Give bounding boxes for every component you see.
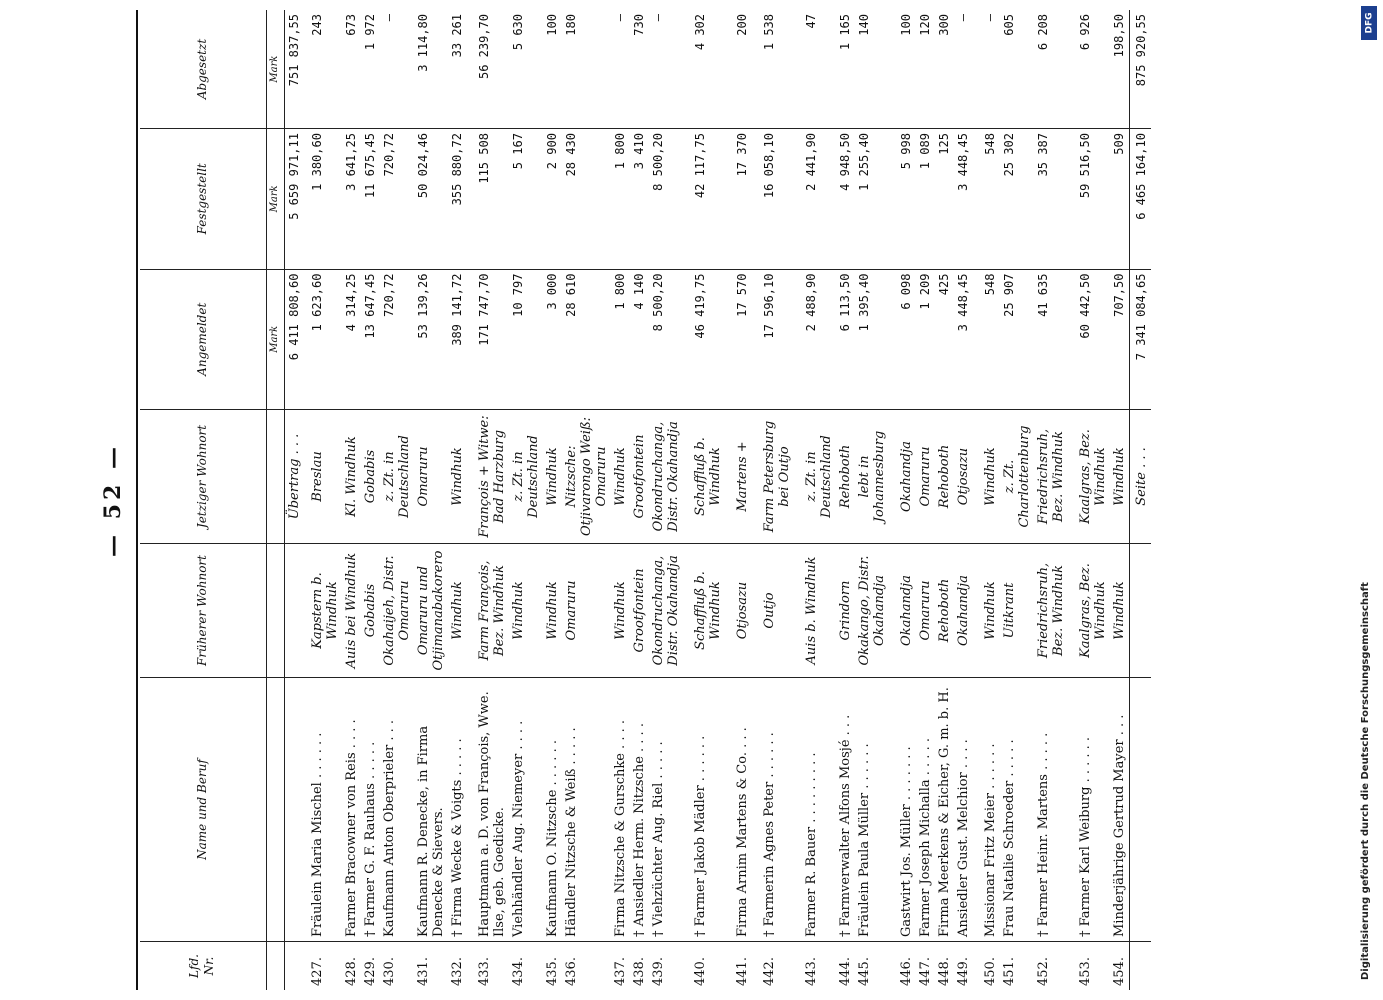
row-rejected: — xyxy=(611,10,630,129)
row-claimed: 17 570 xyxy=(725,269,752,409)
table-row xyxy=(836,10,855,990)
row-rejected: — xyxy=(973,10,1000,129)
row-former-residence: Omaruru xyxy=(916,544,935,678)
row-rejected: 300 xyxy=(935,10,954,129)
table-row xyxy=(630,10,649,990)
row-former-residence: Grindorn xyxy=(836,544,855,678)
row-former-residence: Windhuk xyxy=(509,544,543,678)
row-claimed: 707,50 xyxy=(1110,269,1130,409)
row-former-residence: Friedrichsruh, Bez. Windhuk xyxy=(1034,544,1068,678)
row-number: 443. xyxy=(804,957,819,986)
row-determined: 355 880,72 xyxy=(448,129,467,269)
row-rejected: 730 xyxy=(630,10,649,129)
total-label: Seite . . . xyxy=(1130,410,1152,544)
row-claimed: 4 140 xyxy=(630,269,649,409)
row-name: Minderjährige Gertrud Mayer . . . xyxy=(1110,678,1130,942)
row-current-residence: Omaruru xyxy=(916,410,935,544)
row-claimed: 28 610 xyxy=(562,269,611,409)
row-rejected: 56 239,70 xyxy=(467,10,509,129)
table-row xyxy=(380,10,414,990)
row-current-residence: Windhuk xyxy=(543,410,562,544)
row-name: † Firma Wecke & Voigts . . . . . xyxy=(448,678,467,942)
row-name: Farmer Joseph Michalla . . . . . xyxy=(916,678,935,942)
row-current-residence: Windhuk xyxy=(1110,410,1130,544)
row-determined: 2 900 xyxy=(543,129,562,269)
table-row xyxy=(725,10,752,990)
row-claimed: 53 139,26 xyxy=(414,269,448,409)
row-number: 437. xyxy=(613,957,628,986)
row-determined: 16 058,10 xyxy=(752,129,794,269)
row-determined: 25 302 xyxy=(1000,129,1034,269)
row-name: Händler Nitzsche & Weiß . . . . . xyxy=(562,678,611,942)
row-rejected: — xyxy=(380,10,414,129)
row-name: † Farmer Karl Weiburg . . . . . . xyxy=(1068,678,1110,942)
table-row xyxy=(611,10,630,990)
row-current-residence: Kl. Windhuk xyxy=(342,410,361,544)
row-current-residence: Rehoboth xyxy=(836,410,855,544)
row-rejected: 47 xyxy=(794,10,836,129)
row-former-residence: Windhuk xyxy=(448,544,467,678)
carry-rejected: 751 837,55 xyxy=(285,10,309,129)
table-row xyxy=(935,10,954,990)
row-current-residence: Martens + xyxy=(725,410,752,544)
row-number: 453. xyxy=(1078,957,1093,986)
row-former-residence: Okahandja xyxy=(954,544,973,678)
row-number: 436. xyxy=(564,957,579,986)
row-claimed: 389 141,72 xyxy=(448,269,467,409)
table-row xyxy=(543,10,562,990)
row-determined: 17 370 xyxy=(725,129,752,269)
row-former-residence: Otjosazu xyxy=(725,544,752,678)
row-former-residence: Windhuk xyxy=(543,544,562,678)
table-row xyxy=(414,10,448,990)
row-determined: 125 xyxy=(935,129,954,269)
row-rejected: 1 538 xyxy=(752,10,794,129)
row-name: Farmer Bracowner von Reis . . . . xyxy=(342,678,361,942)
table-row xyxy=(1110,10,1130,990)
row-number: 429. xyxy=(363,957,378,986)
row-claimed: 25 907 xyxy=(1000,269,1034,409)
row-former-residence: Auis b. Windhuk xyxy=(794,544,836,678)
row-claimed: 8 500,20 xyxy=(649,269,683,409)
row-rejected: 243 xyxy=(308,10,342,129)
table-row xyxy=(649,10,683,990)
carry-forward-row xyxy=(285,10,309,990)
row-determined: 5 167 xyxy=(509,129,543,269)
row-determined: 3 410 xyxy=(630,129,649,269)
row-current-residence: Nitzsche: Otjivarongo Weiß: Omaruru xyxy=(562,410,611,544)
row-name: Ansiedler Gust. Melchior . . . . xyxy=(954,678,973,942)
row-name: † Farmverwalter Alfons Mosjé . . . xyxy=(836,678,855,942)
row-claimed: 1 800 xyxy=(611,269,630,409)
row-rejected: — xyxy=(954,10,973,129)
row-number: 449. xyxy=(956,957,971,986)
row-current-residence: Friedrichsruh, Bez. Windhuk xyxy=(1034,410,1068,544)
row-former-residence: Schaffluß b. Windhuk xyxy=(683,544,725,678)
row-number: 444. xyxy=(838,957,853,986)
row-determined: 3 448,45 xyxy=(954,129,973,269)
page-number: — 52 — xyxy=(100,443,126,557)
determined-unit: Mark xyxy=(267,129,285,269)
row-former-residence: Okakango, Distr. Okahandja xyxy=(855,544,889,678)
row-former-residence: Omaruru xyxy=(562,544,611,678)
row-former-residence: Outjo xyxy=(752,544,794,678)
row-rejected: 5 630 xyxy=(509,10,543,129)
row-former-residence: Gobabis xyxy=(361,544,380,678)
row-claimed: 1 395,40 xyxy=(855,269,889,409)
row-claimed: 60 442,50 xyxy=(1068,269,1110,409)
row-name: † Farmer Heinr. Martens . . . . . xyxy=(1034,678,1068,942)
row-current-residence: Rehoboth xyxy=(935,410,954,544)
total-rejected: 875 920,55 xyxy=(1130,10,1152,129)
row-current-residence: Okahandja xyxy=(889,410,916,544)
row-claimed: 13 647,45 xyxy=(361,269,380,409)
row-claimed: 6 098 xyxy=(889,269,916,409)
row-determined: 115 508 xyxy=(467,129,509,269)
row-current-residence: z. Zt. Charlottenburg xyxy=(1000,410,1034,544)
row-determined: 4 948,50 xyxy=(836,129,855,269)
row-current-residence: lebt in Johannesburg xyxy=(855,410,889,544)
row-rejected: 140 xyxy=(855,10,889,129)
claimed-unit: Mark xyxy=(267,269,285,409)
row-number: 454. xyxy=(1112,957,1127,986)
row-former-residence: Omaruru und Otjimanabakorero xyxy=(414,544,448,678)
row-number: 451. xyxy=(1002,957,1017,986)
col-rejected-header: Abgesetzt xyxy=(140,10,267,129)
row-rejected: 200 xyxy=(725,10,752,129)
row-claimed: 2 488,90 xyxy=(794,269,836,409)
row-name: Missionar Fritz Meier . . . . . . xyxy=(973,678,1000,942)
table-row xyxy=(448,10,467,990)
row-number: 427. xyxy=(310,957,325,986)
row-current-residence: Omaruru xyxy=(414,410,448,544)
row-former-residence: Windhuk xyxy=(1110,544,1130,678)
row-number: 448. xyxy=(937,957,952,986)
row-number: 430. xyxy=(382,957,397,986)
row-number: 435. xyxy=(545,957,560,986)
row-name: Hauptmann a. D. von François, Wwe. Ilse, geb. Goedicke. xyxy=(467,678,509,942)
row-claimed: 46 419,75 xyxy=(683,269,725,409)
row-former-residence: Windhuk xyxy=(611,544,630,678)
row-number: 450. xyxy=(983,957,998,986)
row-claimed: 3 448,45 xyxy=(954,269,973,409)
row-name: Firma Arnim Martens & Co. . . . xyxy=(725,678,752,942)
rejected-unit: Mark xyxy=(267,10,285,129)
row-determined: 1 089 xyxy=(916,129,935,269)
row-former-residence: Okahaijeh, Distr. Omaruru xyxy=(380,544,414,678)
row-claimed: 17 596,10 xyxy=(752,269,794,409)
row-rejected: 100 xyxy=(543,10,562,129)
row-determined: 42 117,75 xyxy=(683,129,725,269)
row-rejected: 120 xyxy=(916,10,935,129)
row-number: 445. xyxy=(857,957,872,986)
table-row xyxy=(509,10,543,990)
row-claimed: 171 747,70 xyxy=(467,269,509,409)
carry-label: Übertrag . . . xyxy=(285,410,309,544)
rotated-document-page xyxy=(40,10,1340,990)
row-rejected: 1 165 xyxy=(836,10,855,129)
digitization-sidebar xyxy=(1360,0,1380,1000)
row-name: Viehhändler Aug. Niemeyer . . . . xyxy=(509,678,543,942)
table-row xyxy=(467,10,509,990)
row-rejected: 198,50 xyxy=(1110,10,1130,129)
row-name: † Ansiedler Herm. Nitzsche . . . . xyxy=(630,678,649,942)
table-row xyxy=(1034,10,1068,990)
page-total-row xyxy=(1130,10,1152,990)
row-current-residence: Windhuk xyxy=(448,410,467,544)
table-row xyxy=(752,10,794,990)
row-name: † Viehzüchter Aug. Riel . . . . . xyxy=(649,678,683,942)
row-name: Firma Meerkens & Eicher, G. m. b. H. xyxy=(935,678,954,942)
row-current-residence: Windhuk xyxy=(973,410,1000,544)
row-current-residence: z. Zt. in Deutschland xyxy=(380,410,414,544)
row-number: 428. xyxy=(344,957,359,986)
row-number: 447. xyxy=(918,957,933,986)
row-claimed: 6 113,50 xyxy=(836,269,855,409)
row-rejected: 33 261 xyxy=(448,10,467,129)
row-current-residence: Kaalgras, Bez. Windhuk xyxy=(1068,410,1110,544)
row-number: 431. xyxy=(416,957,431,986)
row-claimed: 3 000 xyxy=(543,269,562,409)
row-determined: 28 430 xyxy=(562,129,611,269)
row-determined: 2 441,90 xyxy=(794,129,836,269)
carry-claimed: 6 411 808,60 xyxy=(285,269,309,409)
table-row xyxy=(794,10,836,990)
table-row xyxy=(361,10,380,990)
row-number: 433. xyxy=(477,957,492,986)
row-current-residence: z. Zt. in Deutschland xyxy=(509,410,543,544)
row-rejected: 3 114,80 xyxy=(414,10,448,129)
table-row xyxy=(855,10,889,990)
row-claimed: 425 xyxy=(935,269,954,409)
row-claimed: 10 797 xyxy=(509,269,543,409)
row-rejected: 6 208 xyxy=(1034,10,1068,129)
row-determined: 59 516,50 xyxy=(1068,129,1110,269)
row-former-residence: Kaalgras, Bez. Windhuk xyxy=(1068,544,1110,678)
table-row xyxy=(562,10,611,990)
col-former-header: Früherer Wohnort xyxy=(140,544,267,678)
row-name: † Farmer Jakob Mädler . . . . . . xyxy=(683,678,725,942)
col-determined-header: Festgestellt xyxy=(140,129,267,269)
row-determined: 1 380,60 xyxy=(308,129,342,269)
claims-table xyxy=(140,10,1151,990)
col-nr-header: Lfd. Nr. xyxy=(140,942,267,991)
table-row xyxy=(954,10,973,990)
row-rejected: 605 xyxy=(1000,10,1034,129)
col-name-header: Name und Beruf xyxy=(140,678,267,942)
row-rejected: — xyxy=(649,10,683,129)
row-current-residence: Schaffluß b. Windhuk xyxy=(683,410,725,544)
row-former-residence: Okondruchanga, Distr. Okahandja xyxy=(649,544,683,678)
total-claimed: 7 341 084,65 xyxy=(1130,269,1152,409)
row-name: Kaufmann R. Denecke, in Firma Denecke & Sievers. xyxy=(414,678,448,942)
carry-determined: 5 659 971,11 xyxy=(285,129,309,269)
row-claimed: 1 209 xyxy=(916,269,935,409)
row-current-residence: Gobabis xyxy=(361,410,380,544)
row-former-residence: Grootfontein xyxy=(630,544,649,678)
table-row xyxy=(308,10,342,990)
row-current-residence: Farm Petersburg bei Outjo xyxy=(752,410,794,544)
row-number: 432. xyxy=(450,957,465,986)
row-name: Fräulein Maria Mischel . . . . . . xyxy=(308,678,342,942)
row-number: 438. xyxy=(632,957,647,986)
row-current-residence: Windhuk xyxy=(611,410,630,544)
row-name: Frau Natalie Schroeder . . . . . xyxy=(1000,678,1034,942)
row-name: Fräulein Paula Müller . . . . . . xyxy=(855,678,889,942)
row-former-residence: Rehoboth xyxy=(935,544,954,678)
row-name: Gastwirt Jos. Müller . . . . . . . xyxy=(889,678,916,942)
table-row xyxy=(342,10,361,990)
row-determined: 8 500,20 xyxy=(649,129,683,269)
table-row xyxy=(1068,10,1110,990)
row-former-residence: Uitkrant xyxy=(1000,544,1034,678)
row-name: † Farmer G. F. Rauhaus . . . . . xyxy=(361,678,380,942)
table-row xyxy=(683,10,725,990)
unit-row xyxy=(267,10,285,990)
row-rejected: 1 972 xyxy=(361,10,380,129)
row-claimed: 1 623,60 xyxy=(308,269,342,409)
header-row xyxy=(140,10,267,990)
row-claimed: 4 314,25 xyxy=(342,269,361,409)
table-row xyxy=(889,10,916,990)
row-determined: 5 998 xyxy=(889,129,916,269)
row-determined: 3 641,25 xyxy=(342,129,361,269)
row-rejected: 4 302 xyxy=(683,10,725,129)
row-rejected: 6 926 xyxy=(1068,10,1110,129)
row-current-residence: Okondruchanga, Distr. Okahandja xyxy=(649,410,683,544)
digitization-note: Digitalisierung gefördert durch die Deutsche Forschungsgemeinschaft xyxy=(1360,582,1371,980)
row-current-residence: z. Zt. in Deutschland xyxy=(794,410,836,544)
row-number: 446. xyxy=(899,957,914,986)
row-number: 452. xyxy=(1036,957,1051,986)
col-current-header: Jetziger Wohnort xyxy=(140,410,267,544)
row-number: 441. xyxy=(735,957,750,986)
row-number: 434. xyxy=(511,957,526,986)
row-determined: 548 xyxy=(973,129,1000,269)
row-name: Kaufmann O. Nitzsche . . . . . . xyxy=(543,678,562,942)
table-row xyxy=(1000,10,1034,990)
row-name: Kaufmann Anton Oberprieler . . . xyxy=(380,678,414,942)
row-determined: 720,72 xyxy=(380,129,414,269)
row-former-residence: Windhuk xyxy=(973,544,1000,678)
row-rejected: 100 xyxy=(889,10,916,129)
row-rejected: 673 xyxy=(342,10,361,129)
row-claimed: 720,72 xyxy=(380,269,414,409)
row-number: 439. xyxy=(651,957,666,986)
row-determined: 35 387 xyxy=(1034,129,1068,269)
row-former-residence: Kapstern b. Windhuk xyxy=(308,544,342,678)
row-name: Farmer R. Bauer . . . . . . . . . xyxy=(794,678,836,942)
row-claimed: 548 xyxy=(973,269,1000,409)
row-rejected: 180 xyxy=(562,10,611,129)
row-claimed: 41 635 xyxy=(1034,269,1068,409)
row-determined: 11 675,45 xyxy=(361,129,380,269)
row-name: Firma Nitzsche & Gurschke . . . . xyxy=(611,678,630,942)
table-row xyxy=(916,10,935,990)
row-current-residence: Breslau xyxy=(308,410,342,544)
col-claimed-header: Angemeldet xyxy=(140,269,267,409)
row-determined: 1 800 xyxy=(611,129,630,269)
row-former-residence: Auis bei Windhuk xyxy=(342,544,361,678)
total-determined: 6 465 164,10 xyxy=(1130,129,1152,269)
row-number: 442. xyxy=(762,957,777,986)
row-former-residence: Okahandja xyxy=(889,544,916,678)
row-number: 440. xyxy=(693,957,708,986)
top-rule xyxy=(136,10,138,990)
table-row xyxy=(973,10,1000,990)
row-current-residence: Grootfontein xyxy=(630,410,649,544)
row-name: † Farmerin Agnes Peter . . . . . . xyxy=(752,678,794,942)
row-determined: 509 xyxy=(1110,129,1130,269)
row-current-residence: François + Witwe: Bad Harzburg xyxy=(467,410,509,544)
row-determined: 1 255,40 xyxy=(855,129,889,269)
row-determined: 50 024,46 xyxy=(414,129,448,269)
dfg-logo: DFG xyxy=(1361,6,1377,40)
row-former-residence: Farm François, Bez. Windhuk xyxy=(467,544,509,678)
row-current-residence: Otjosazu xyxy=(954,410,973,544)
